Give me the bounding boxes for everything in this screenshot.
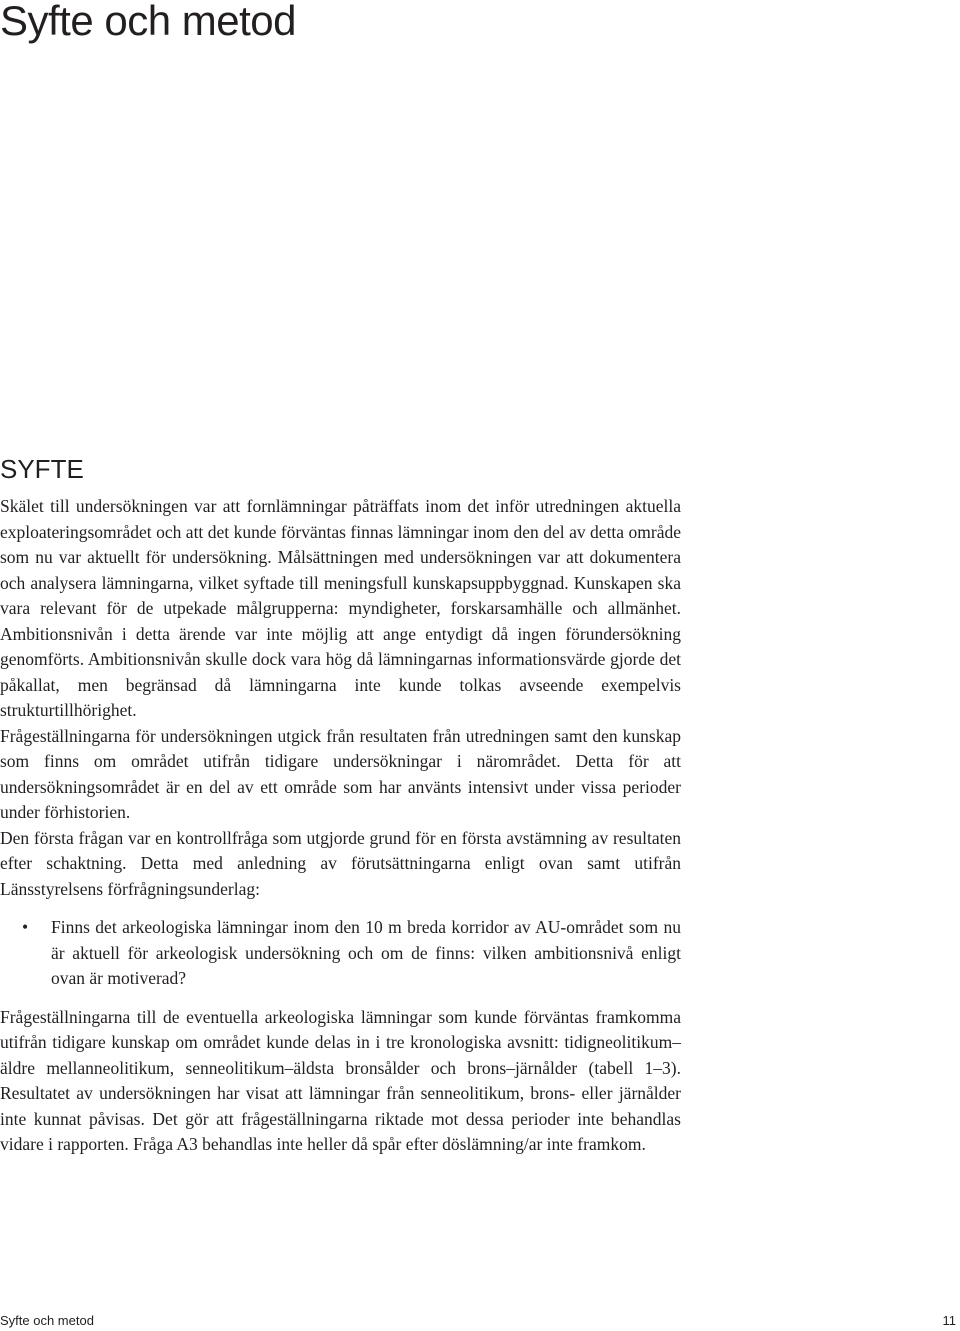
- section-heading: SYFTE: [0, 454, 84, 484]
- paragraph: Frågeställningarna till de eventuella arkeologiska lämningar som kunde förväntas framkomma utifrån tidigare kunskap om området kunde delas in i tre kronologiska avsnitt: tidigneolitikum–äldre mellanneolitikum, senneolitikum–äldsta bronsålder och brons–järnålder (tabell 1–3). Resultatet av undersökningen har visat att lämningar från senneolitikum, brons- eller järnålder inte kunnat påvisas. Det gör att frågeställningarna riktade mot dessa perioder inte behandlas vidare i rapporten. Fråga A3 behandlas inte heller då spår efter döslämning/ar inte framkom.: [0, 1006, 681, 1154]
- body-text: [0, 494, 681, 1158]
- paragraph: Frågeställningarna för undersökningen utgick från resultaten från utredningen samt den kunskap som finns om området utifrån tidigare undersökningar i närområdet. Detta för att undersökningsområdet är en del av ett område som har använts intensivt under vissa perioder under förhistorien.: [0, 725, 681, 822]
- paragraph: Den första frågan var en kontrollfråga som utgjorde grund för en första avstämning av resultaten efter schaktning. Detta med anledning av förutsättningarna enligt ovan samt utifrån Länsstyrelsens förfrågningsunderlag:: [0, 827, 681, 899]
- page-title: Syfte och metod: [0, 0, 296, 44]
- footer-section-name: Syfte och metod: [0, 1313, 94, 1328]
- paragraph: Skälet till undersökningen var att fornlämningar påträffats inom det inför utredningen aktuella exploateringsområdet och att det kunde förväntas finnas lämningar inom den del av detta område som nu var aktuellt för undersökning. Målsättningen med undersökningen var att dokumentera och analysera lämningarna, vilket syftade till meningsfull kunskapsuppbyggnad. Kunskapen ska vara relevant för de utpekade målgrupperna: myndigheter, forskarsamhälle och allmänhet. Ambitionsnivån i detta ärende var inte möjlig att ange entydigt då ingen förundersökning genomförts. Ambitionsnivån skulle dock vara hög då lämningarnas informationsvärde gjorde det påkallat, men begränsad då lämningarna inte kunde tolkas avseende exempelvis strukturtillhörighet.: [0, 496, 681, 720]
- list-item-text: Finns det arkeologiska lämningar inom den 10 m breda korridor av AU-området som nu är aktuell för arkeologisk undersökning och om de finns: vilken ambitionsnivå enligt ovan är motiverad?: [51, 917, 681, 988]
- list-item: [0, 915, 681, 992]
- bullet-list: [0, 915, 681, 992]
- footer-page-number: 11: [942, 1313, 956, 1328]
- bullet-icon: •: [22, 917, 29, 937]
